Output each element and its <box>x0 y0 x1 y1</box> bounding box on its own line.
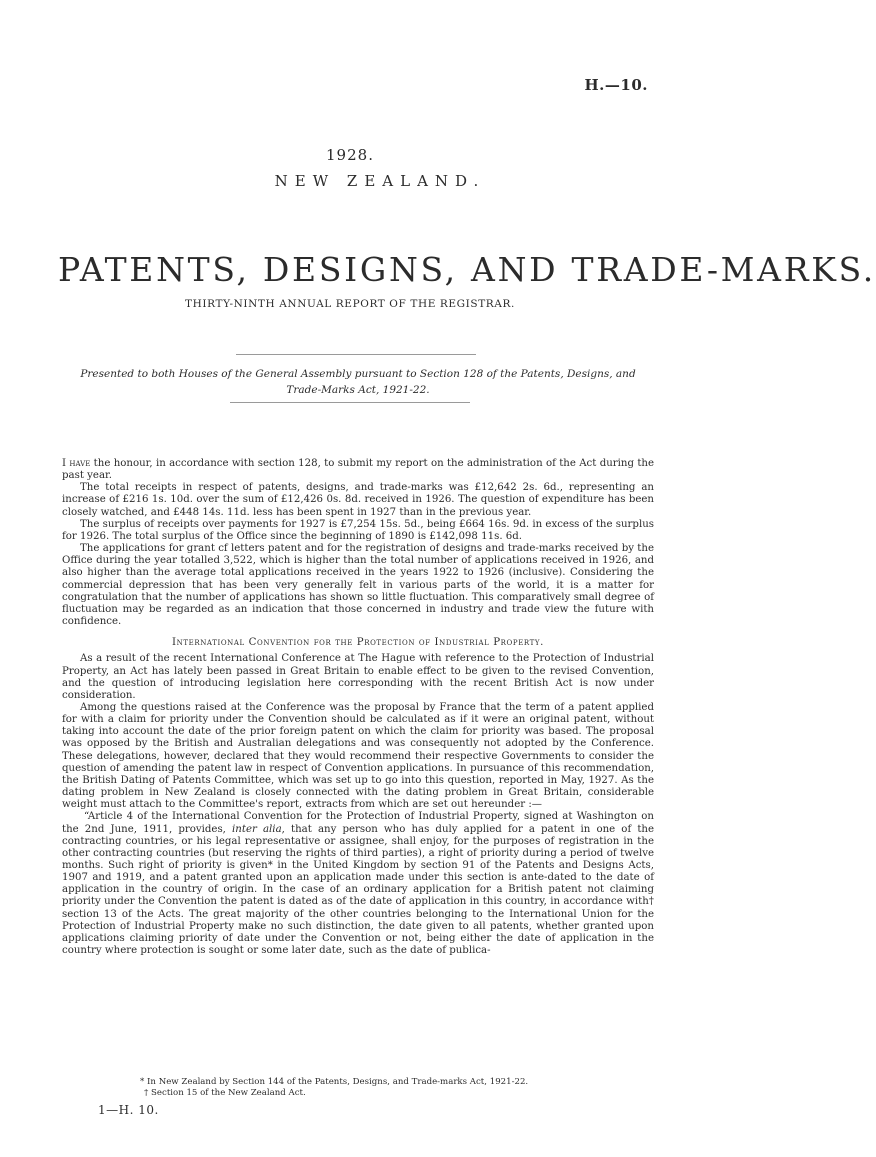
quote-part-b: , that any person who has duly applied for a patent in one of the contracting countries, or his legal representative or assignee, shall enjoy, for the purposes of registration in the other contracting countries (but reserving the rights of third parties), a right of priority during a period of twelve months. Such right of priority is given* in the United Kingdom by section 91 of the Patents and Designs Acts, 1907 and 1919, and a patent granted upon an application made under this section is ante-dated to the date of application in the country of origin. In the case of an ordinary application for a British patent not claiming priority under the Convention the patent is dated as of the date of application in this country, in accordance with† section 13 of the Acts. The great majority of the other countries belonging to the International Union for the Protection of Industrial Property make no such distinction, the date given to all patents, whether granted upon applications claiming priority of date under the Convention or not, being either the date of application in the country where protection is sought or some later date, such as the date of publica- <box>62 823 655 957</box>
quote-part-a: “Article 4 of the International Convention for the Protection of Industrial Property, signed at Washington on the 2nd June, 1911, provides, <box>62 811 654 835</box>
document-reference: H.—10. <box>584 76 648 94</box>
paragraph-surplus: The surplus of receipts over payments for 1927 is £7,254 15s. 5d., being £664 16s. 9d. in excess of the surplus for 1926. The total surplus of the Office since the beginning of 1890 is £142,098 11s. 6d. <box>62 518 654 542</box>
document-subtitle: THIRTY-NINTH ANNUAL REPORT OF THE REGISTRAR. <box>185 298 515 310</box>
paragraph-dating-question: Among the questions raised at the Conference was the proposal by France that the term of a patent applied for with a claim for priority under the Convention should be calculated as if it were an original patent, without taking into account the date of the prior foreign patent on which the claim for priority was based. The proposal was opposed by the British and Australian delegations and was consequently not adopted by the Conference. These delegations, however, declared that they would recommend their respective Governments to consider the question of amending the patent law in respect of Convention applications. In pursuance of this recommendation, the British Dating of Patents Committee, which was set up to go into this question, reported in May, 1927. As the dating problem in New Zealand is closely connected with the dating problem in Great Britain, considerable weight must attach to the Committee's report, extracts from which are set out hereunder :— <box>62 701 654 811</box>
report-body <box>62 458 654 957</box>
quote-italic: inter alia <box>232 823 282 835</box>
paragraph-intro <box>62 458 654 482</box>
bottom-divider <box>230 402 470 403</box>
intro-lead: I have <box>62 458 91 469</box>
paragraph-article-quote <box>62 811 654 957</box>
footnotes <box>140 1077 660 1099</box>
section-heading: International Convention for the Protection of Industrial Property. <box>172 637 544 649</box>
paragraph-hague-conference: As a result of the recent International Conference at The Hague with reference to the Protection of Industrial Property, an Act has lately been passed in Great Britain to enable effect to be given to the revised Convention, and the question of introducing legislation here corresponding with the recent British Act is now under consideration. <box>62 653 654 701</box>
intro-rest: the honour, in accordance with section 128, to submit my report on the administration of the Act during the past year. <box>62 458 654 482</box>
footnote-dagger: † Section 15 of the New Zealand Act. <box>144 1088 306 1098</box>
presentation-note: Presented to both Houses of the General Assembly pursuant to Section 128 of the Patents, Designs, and Trade-Marks Act, 1921-22. <box>80 368 636 396</box>
top-divider <box>236 354 476 355</box>
document-title: PATENTS, DESIGNS, AND TRADE-MARKS. <box>58 250 876 289</box>
report-year: 1928. <box>326 146 374 164</box>
country-name: NEW ZEALAND. <box>274 172 486 190</box>
paragraph-receipts: The total receipts in respect of patents, designs, and trade-marks was £12,642 2s. 6d., representing an increase of £216 1s. 10d. over the sum of £12,426 0s. 8d. received in 1926. The question of expenditure has been closely watched, and £448 14s. 11d. less has been spent in 1927 than in the previous year. <box>62 482 654 518</box>
paragraph-applications: The applications for grant cf letters patent and for the registration of designs and trade-marks received by the Office during the year totalled 3,522, which is higher than the total number of applications received in 1926, and also higher than the average total applications received in the years 1922 to 1926 (inclusive). Considering the commercial depression that has been very generally felt in various parts of the world, it is a matter for congratulation that the number of applications has shown so little fluctuation. This comparatively small degree of fluctuation may be regarded as an indication that those concerned in industry and trade view the future with confidence. <box>62 543 654 628</box>
footnote-asterisk: * In New Zealand by Section 144 of the Patents, Designs, and Trade-marks Act, 1921-22. <box>140 1077 529 1087</box>
page-signature: 1—H. 10. <box>98 1103 159 1117</box>
